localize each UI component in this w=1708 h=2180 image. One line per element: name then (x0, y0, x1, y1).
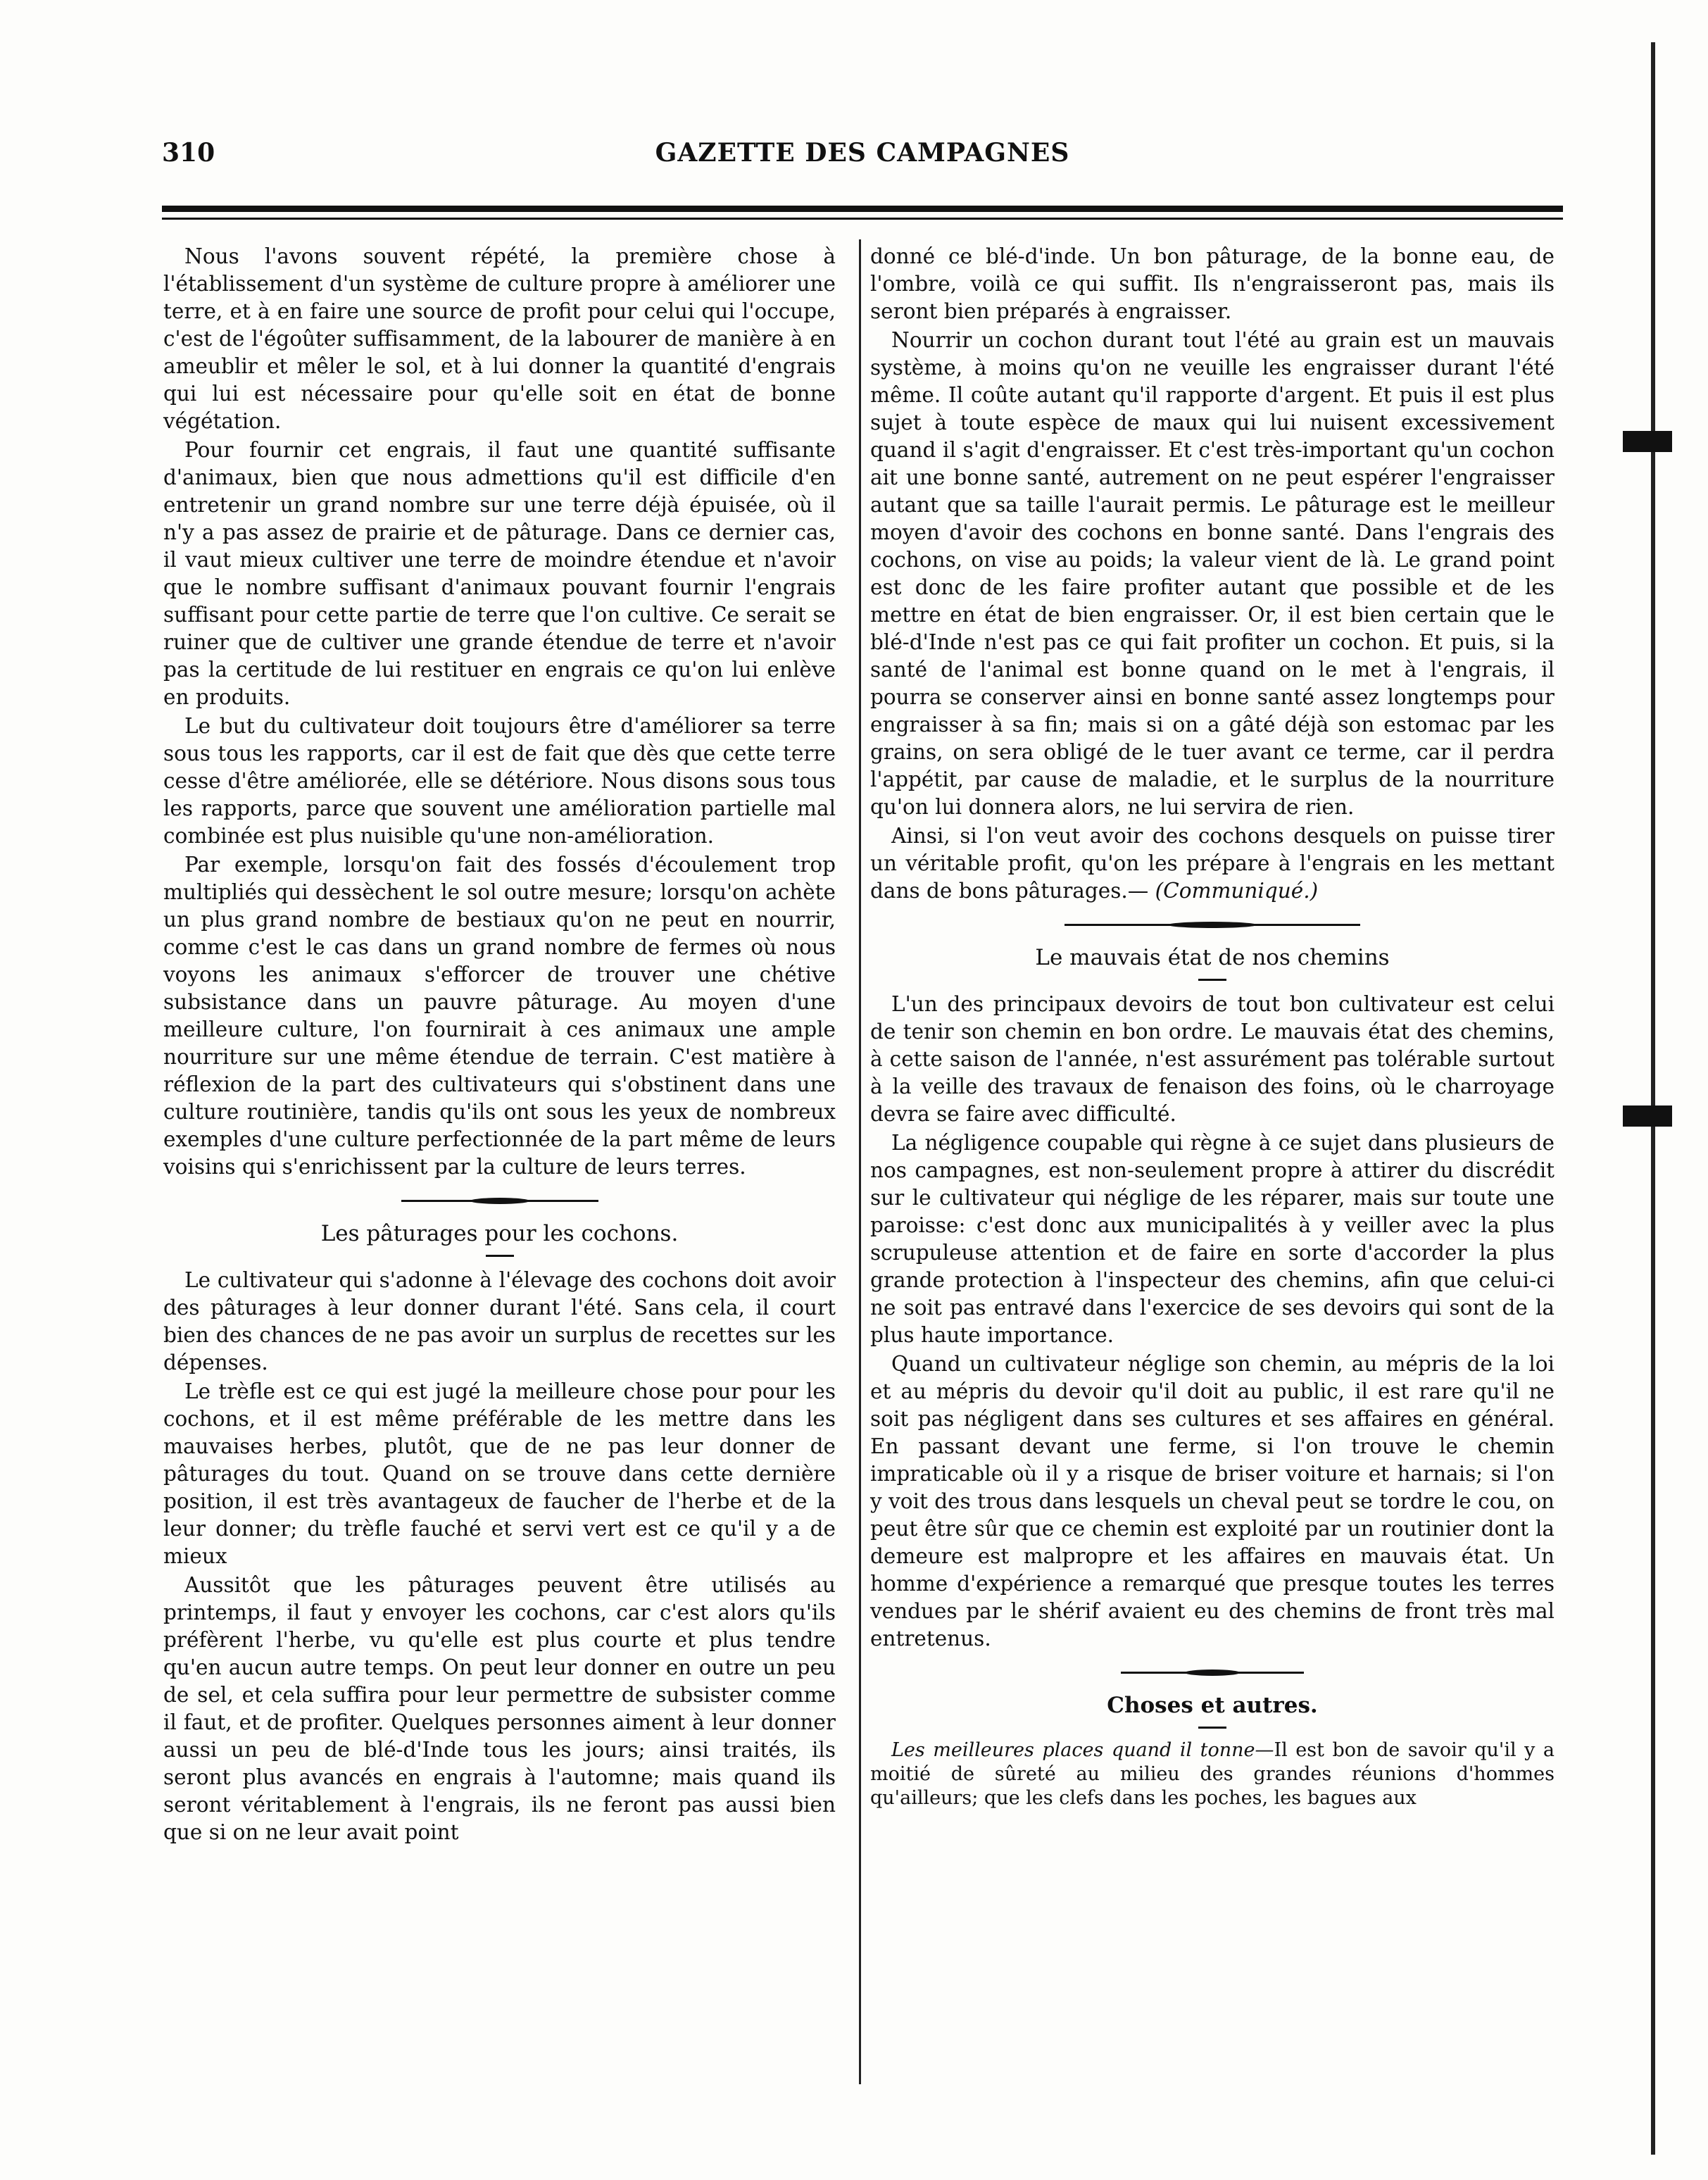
paragraph: Le cultivateur qui s'adonne à l'élevage des cochons doit avoir des pâturages à leur donner durant l'été. Sans cela, il court bien des chances de ne pas avoir un surplus de recettes sur les dépenses. (163, 1268, 836, 1374)
section-ornament (401, 1196, 598, 1206)
binding-edge (1651, 42, 1655, 2155)
paragraph: Pour fournir cet engrais, il faut une quantité suffisante d'animaux, bien que nous admettions qu'il est difficile d'en entretenir un grand nombre sur une terre déjà épuisée, où il n'y a pas assez de prairie et de pâturage. Dans ce dernier cas, il vaut mieux cultiver une terre de moindre étendue et n'avoir que le nombre suffisant d'animaux pouvant fournir l'engrais suffisant pour cette partie de terre que l'on cultive. Ce serait se ruiner que de cultiver une grande étendue de terre et n'avoir pas la certitude de lui restituer en engrais ce qu'on lui enlève en produits. (163, 438, 836, 709)
paragraph: Quand un cultivateur néglige son chemin, au mépris de la loi et au mépris du devoir qu'il doit au public, il est rare qu'il ne soit pas négligent dans ses cultures et ses affaires en général. En passant devant une ferme, si l'on trouve le chemin impraticable où il y a risque de briser voiture et harnais; si l'on y voit des trous dans lesquels un cheval peut se tordre le cou, on peut être sûr que ce chemin est exploité par un routinier dont la demeure est malpropre et les affaires en mauvais état. Un homme d'expérience a remarqué que presque toutes les terres vendues par le shérif avaient eu des chemins de front très mal entretenus. (870, 1352, 1555, 1650)
binding-tab (1623, 431, 1672, 452)
page-number: 310 (162, 138, 215, 168)
right-column (870, 243, 1555, 1812)
title-dash (1198, 1727, 1226, 1729)
section-title-paturages: Les pâturages pour les cochons. (320, 1221, 679, 1246)
left-column (163, 243, 836, 1848)
item-lead: Les meilleures places quand il tonne— (891, 1739, 1274, 1761)
header-rule-thin (162, 218, 1563, 220)
paragraph: L'un des principaux devoirs de tout bon cultivateur est celui de tenir son chemin en bon ordre. Le mauvais état des chemins, à cette saison de l'année, n'est assurément pas tolérable surtout à la veille des travaux de fenaison des foins, où le charroyage devra se faire avec difficulté. (870, 992, 1555, 1126)
paragraph: La négligence coupable qui règne à ce sujet dans plusieurs de nos campagnes, est non-seulement propre à attirer du discrédit sur le cultivateur qui néglige de les réparer, mais sur toute une paroisse: c'est donc aux municipalités à y veiller avec la plus scrupuleuse attention et de faire en sorte d'accorder la plus grande protection à l'inspecteur des chemins, afin que celui-ci ne soit pas entravé dans l'exercice de ses devoirs qui sont de la plus haute importance. (870, 1131, 1555, 1347)
column-divider (859, 239, 861, 2084)
title-dash (1198, 979, 1226, 981)
paragraph: Nous l'avons souvent répété, la première chose à l'établissement d'un système de culture propre à améliorer une terre, et à en faire une source de profit pour celui qui l'occupe, c'est de l'égoûter suffisamment, de la labourer de manière à en ameublir et mêler le sol, et à lui donner la quantité d'engrais qui lui est nécessaire pour qu'elle soit en état de bonne végétation. (163, 244, 836, 433)
paragraph-text: Ainsi, si l'on veut avoir des cochons desquels on puisse tirer un véritable profit, qu'on les prépare à l'engrais en les mettant dans de bons pâturages.— (870, 824, 1555, 903)
paragraph: Aussitôt que les pâturages peuvent être utilisés au printemps, il faut y envoyer les cochons, car c'est alors qu'ils préfèrent l'herbe, vu qu'elle est plus courte et plus tendre qu'en aucun autre temps. On peut leur donner en outre un peu de sel, et cela suffira pour leur permettre de subsister comme il faut, et de profiter. Quelques personnes aiment à leur donner aussi un peu de blé-d'Inde tous les jours; ainsi traités, ils seront plus avancés en engrais à l'automne; mais quand ils seront véritablement à l'engrais, ils ne feront pas aussi bien que si on ne leur avait point (163, 1573, 836, 1844)
paragraph: Par exemple, lorsqu'on fait des fossés d'écoulement trop multipliés qui dessèchent le sol outre mesure; lorsqu'on achète un plus grand nombre de bestiaux qu'on ne peut en nourrir, comme c'est le cas dans un grand nombre de fermes où nous voyons les animaux s'efforcer de trouver une chétive subsistance dans un pauvre pâturage. Au moyen d'une meilleure culture, l'on fournirait à ces animaux une ample nourriture sur une même étendue de terrain. C'est matière à réflexion de la part des cultivateurs qui s'obstinent dans une culture routinière, tandis qu'ils ont sous les yeux de nombreux exemples d'une culture perfectionnée de la part même de leurs voisins qui s'enrichissent par la culture de leurs terres. (163, 853, 836, 1179)
section-ornament (1121, 1668, 1304, 1678)
paragraph (870, 822, 1555, 905)
running-title: GAZETTE DES CAMPAGNES (655, 138, 1070, 168)
paragraph: Nourrir un cochon durant tout l'été au grain est un mauvais système, à moins qu'on ne veuille les engraisser durant l'été même. Il coûte autant qu'il rapporte d'argent. Et puis il est plus sujet à toute espèce de maux qui lui nuisent excessivement quand il s'agit d'engraisser. Et c'est très-important qu'un cochon ait une bonne santé, autrement on ne peut espérer l'engraisser autant que sa taille l'aurait permis. Le pâturage est le meilleur moyen d'avoir des cochons en bonne santé. Dans l'engrais des cochons, on vise au poids; la valeur vient de là. Le grand point est donc de les faire profiter autant que possible et de les mettre en état de bien engraisser. Or, il est bien certain que le blé-d'Inde n'est pas ce qui fait profiter un cochon. Et puis, si la santé de l'animal est bonne quand on le met à l'engrais, il pourra se conserver ainsi en bonne santé assez longtemps pour engraisser à sa fin; mais si on a gâté déjà son estomac par les grains, on sera obligé de le tuer avant ce terme, car il perdra l'appétit, par cause de maladie, et le surplus de la nourriture qu'on lui donnera alors, ne lui servira de rien. (870, 328, 1555, 819)
section-ornament (1065, 920, 1360, 930)
paragraph: Le trèfle est ce qui est jugé la meilleure chose pour pour les cochons, et il est même préférable de les mettre dans les mauvaises herbes, plutôt, que de ne pas leur donner de pâturages du tout. Quand on se trouve dans cette dernière position, il est très avantageux de faucher de l'herbe et de la leur donner; du trèfle fauché et servi vert est ce qu'il y a de mieux (163, 1379, 836, 1568)
section-title-choses: Choses et autres. (1107, 1693, 1318, 1718)
binding-tab (1623, 1105, 1672, 1127)
small-text-block (870, 1739, 1555, 1810)
paragraph-text: Il est bon de savoir qu'il y a moitié de sûreté au milieu des grandes réunions d'hommes qu'ailleurs; que les clefs dans les poches, les bagues aux (870, 1739, 1555, 1809)
section-title-chemins: Le mauvais état de nos chemins (1035, 945, 1390, 970)
author-credit: (Communiqué.) (1155, 879, 1319, 903)
paragraph (870, 1739, 1555, 1810)
page-header (162, 138, 1563, 180)
paragraph: Le but du cultivateur doit toujours être d'améliorer sa terre sous tous les rapports, car il est de fait que dès que cette terre cesse d'être améliorée, elle se détériore. Nous disons sous tous les rapports, parce que souvent une amélioration partielle mal combinée est plus nuisible qu'une non-amélioration. (163, 714, 836, 848)
header-rule-thick (162, 206, 1563, 212)
title-dash (486, 1255, 514, 1257)
paragraph: donné ce blé-d'inde. Un bon pâturage, de la bonne eau, de l'ombre, voilà ce qui suffit. Ils n'engraisseront pas, mais ils seront bien préparés à engraisser. (870, 244, 1555, 323)
